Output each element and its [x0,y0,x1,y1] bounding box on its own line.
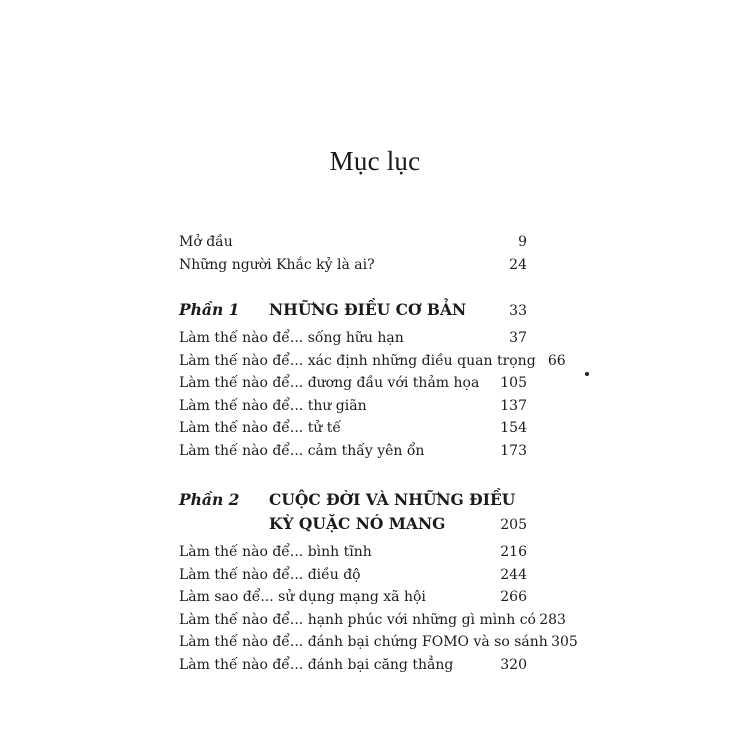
toc-entry-label: Làm thế nào để... hạnh phúc với những gì mình có [179,611,536,628]
toc-entry-page: 173 [500,442,527,459]
part1-heading[interactable] [179,298,527,322]
toc-entry-label: Làm thế nào để... thư giãn [179,397,367,414]
intro-group [179,231,527,276]
toc-entry[interactable] [179,586,527,609]
toc-entry[interactable] [179,254,527,277]
toc-entry-page: 266 [500,589,527,605]
toc-entry[interactable] [179,440,527,463]
toc-entry-label: Làm thế nào để... xác định những điều quan trọng [179,352,536,369]
toc-entry[interactable] [179,372,527,395]
toc-entry[interactable] [179,564,527,587]
toc-entry-page: 105 [500,375,527,391]
toc-entry[interactable] [179,327,527,350]
toc-entry-label: Làm thế nào để... đánh bại căng thẳng [179,656,454,673]
part2-title-line1: CUỘC ĐỜI VÀ NHỮNG ĐIỀU [269,490,516,509]
toc-entry[interactable] [179,395,527,418]
part2-title-line2: KỲ QUẶC NÓ MANG [269,514,446,533]
toc-entry-label: Làm thế nào để... đương đầu với thảm họa [179,375,480,391]
toc-entry-label: Làm thế nào để... tử tế [179,420,342,436]
ink-dot [585,372,589,376]
toc-entry-label: Làm thế nào để... bình tĩnh [179,544,372,560]
toc-entry-label: Làm thế nào để... điều độ [179,566,361,583]
toc-entry[interactable] [179,654,527,677]
toc-entry[interactable] [179,609,566,632]
toc-entry-page: 137 [500,397,527,414]
toc-entry[interactable] [179,350,566,373]
toc-entry-page: 24 [509,256,527,273]
part2-page: 205 [500,517,527,533]
toc-entry-page: 66 [547,352,566,369]
part1-page: 33 [509,303,527,319]
toc-entry-label: Làm thế nào để... đánh bại chứng FOMO và so sánh [179,634,548,650]
part2-number: Phần 2 [179,490,240,509]
part2-group [179,488,578,676]
part1-title: NHỮNG ĐIỀU CƠ BẢN [269,300,467,319]
toc-entry-label: Những người Khắc kỷ là ai? [179,256,375,273]
part1-group [179,298,566,462]
toc-entry-page: 305 [551,634,578,650]
toc-entry-page: 283 [539,611,566,628]
toc-entry-label: Làm thế nào để... cảm thấy yên ổn [179,442,425,459]
toc-entry-page: 244 [500,566,527,583]
toc-entry-page: 37 [509,330,527,346]
part2-heading[interactable] [179,488,527,512]
page-title: Mục lục [329,146,421,176]
toc-entry[interactable] [179,541,527,564]
toc-entry-page: 154 [500,420,527,436]
toc-entry-page: 216 [500,544,527,560]
toc-entry[interactable] [179,231,527,254]
toc-entry-label: Làm thế nào để... sống hữu hạn [179,330,404,346]
part1-number: Phần 1 [179,300,240,319]
toc-entry-label: Mở đầu [179,234,233,250]
toc-entry-page: 320 [500,656,527,673]
toc-entry[interactable] [179,417,527,440]
toc-entry-page: 9 [518,234,527,250]
toc-entry[interactable] [179,631,578,654]
table-of-contents [179,231,578,676]
toc-entry-label: Làm sao để... sử dụng mạng xã hội [179,589,426,605]
part2-heading-continued[interactable] [179,512,527,536]
